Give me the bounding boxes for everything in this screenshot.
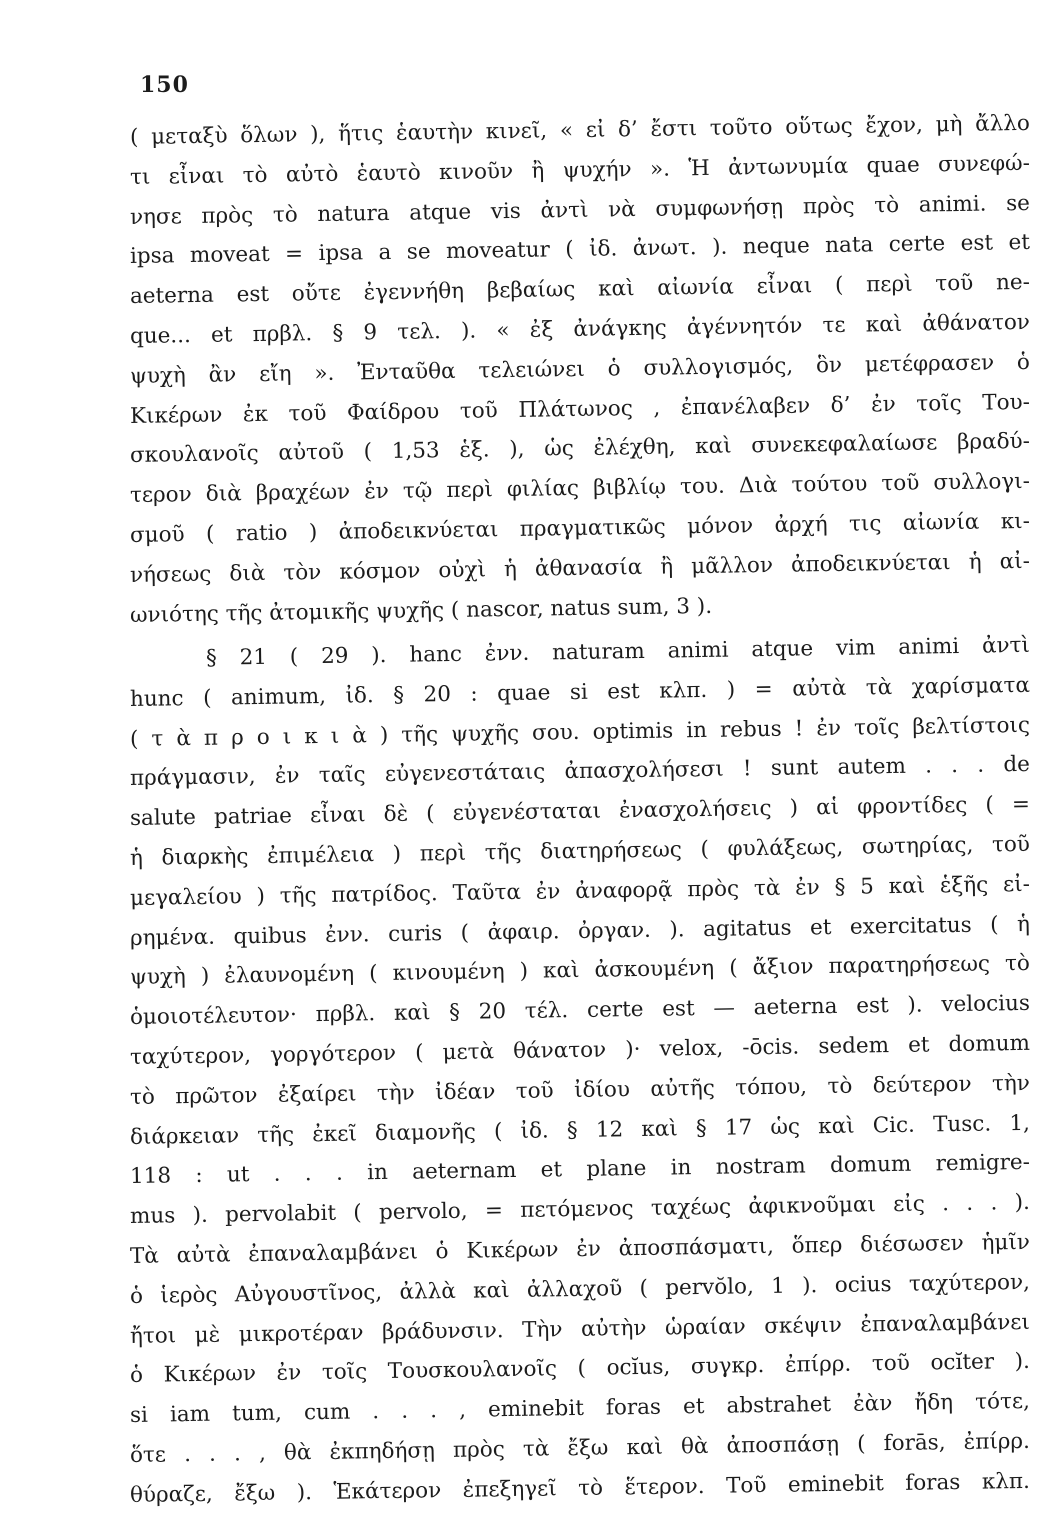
text-line: σκουλανοῖς αὐτοῦ ( 1,53 ἑξ. ), ὡς ἐλέχθη, καὶ συνεκεφαλαίωσε βραδύ- <box>129 429 1031 469</box>
text-line: νήσεως διὰ τὸν κόσμον οὐχὶ ἡ ἀθανασία ἢ μᾶλλον ἀποδεικνύεται ἡ αἰ- <box>129 548 1031 588</box>
text-line: ὅτε . . . , θὰ ἐκπηδήσῃ πρὸς τὰ ἔξω καὶ θὰ ἀποσπάσῃ ( forās, ἐπίρρ. <box>129 1428 1031 1468</box>
text-line: 118 : ut . . . in aeternam et plane in nostram domum remigre- <box>129 1150 1031 1190</box>
text-line: Τὰ αὐτὰ ἐπαναλαμβάνει ὁ Κικέρων ἐν ἀποσπάσματι, ὅπερ διέσωσεν ἡμῖν <box>129 1229 1031 1269</box>
page-number: 150 <box>140 72 189 98</box>
text-line: hunc ( animum, ἰδ. § 20 : quae si est κλπ. ) = αὐτὰ τὰ χαρίσματα <box>129 672 1031 712</box>
text-line: νησε πρὸς τὸ natura atque vis ἀντὶ νὰ συμφωνήσῃ πρὸς τὸ animi. se <box>129 190 1031 230</box>
paragraph-commentary-20 <box>129 110 1031 635</box>
text-line: μεγαλείου ) τῆς πατρίδος. Ταῦτα ἐν ἀναφορᾷ πρὸς τὰ ἐν § 5 καὶ ἑξῆς εἰ- <box>129 871 1031 911</box>
text-line: Κικέρων ἐκ τοῦ Φαίδρου τοῦ Πλάτωνος , ἐπανέλαβεν δ’ ἐν τοῖς Του- <box>129 389 1031 429</box>
text-line: ὁ ἱερὸς Αὐγουστῖνος, ἀλλὰ καὶ ἀλλαχοῦ ( pervŏlo, 1 ). ocius ταχύτερον, <box>129 1269 1031 1309</box>
text-line: τι εἶναι τὸ αὐτὸ ἑαυτὸ κινοῦν ἢ ψυχήν ». Ἡ ἀντωνυμία quae συνεφώ- <box>129 150 1031 190</box>
text-line: θύραζε, ἔξω ). Ἑκάτερον ἐπεξηγεῖ τὸ ἕτερον. Τοῦ eminebit foras κλπ. <box>129 1468 1031 1508</box>
text-line: ρημένα. quibus ἐνν. curis ( ἀφαιρ. ὀργαν. ). agitatus et exercitatus ( ἡ <box>129 911 1031 951</box>
text-line: διάρκειαν τῆς ἐκεῖ διαμονῆς ( ἰδ. § 12 καὶ § 17 ὡς καὶ Cic. Tusc. 1, <box>129 1110 1031 1150</box>
text-line: ( τ ὰ π ρ ο ι κ ι ὰ ) τῆς ψυχῆς σου. optimis in rebus ! ἐν τοῖς βελτίστοις <box>129 712 1031 752</box>
text-line: ὁμοιοτέλευτον· πρβλ. καὶ § 20 τέλ. certe est — aeterna est ). velocius <box>129 991 1031 1031</box>
text-line: aeterna est οὔτε ἐγεννήθη βεβαίως καὶ αἰωνία εἶναι ( περὶ τοῦ ne- <box>129 270 1031 310</box>
text-line: ψυχὴ ) ἐλαυνομένη ( κινουμένη ) καὶ ἀσκουμένη ( ἄξιον παρατηρήσεως τὸ <box>129 951 1031 991</box>
text-line: si iam tum, cum . . . , eminebit foras et abstrahet ἐὰν ἤδη τότε, <box>129 1389 1031 1429</box>
section-heading-line: § 21 ( 29 ). hanc ἐνν. naturam animi atque vim animi ἀντὶ <box>205 632 1031 671</box>
text-line: mus ). pervolabit ( pervolo, = πετόμενος ταχέως ἀφικνοῦμαι εἰς . . . ). <box>129 1190 1031 1230</box>
text-line: σμοῦ ( ratio ) ἀποδεικνύεται πραγματικῶς μόνον ἀρχή τις αἰωνία κι- <box>129 508 1031 548</box>
text-line: ἤτοι μὲ μικροτέραν βράδυνσιν. Τὴν αὐτὴν ὡραίαν σκέψιν ἐπαναλαμβάνει <box>129 1309 1031 1349</box>
text-line: ωνιότης τῆς ἀτομικῆς ψυχῆς ( nascor, natus sum, 3 ). <box>129 593 713 628</box>
text-line: τὸ πρῶτον ἐξαίρει τὴν ἰδέαν τοῦ ἰδίου αὐτῆς τόπου, τὸ δεύτερον τὴν <box>129 1070 1031 1110</box>
text-line: ( μεταξὺ ὅλων ), ἥτις ἑαυτὴν κινεῖ, « εἰ δ’ ἔστι τοῦτο οὕτως ἔχον, μὴ ἄλλο <box>129 110 1031 150</box>
text-line: τερον διὰ βραχέων ἐν τῷ περὶ φιλίας βιβλίῳ του. Διὰ τούτου τοῦ συλλογι- <box>129 469 1031 509</box>
text-line: ταχύτερον, γοργότερον ( μετὰ θάνατον )· velox, -ōcis. sedem et domum <box>129 1030 1031 1070</box>
text-line: ipsa moveat = ipsa a se moveatur ( ἰδ. ἀνωτ. ). neque nata certe est et <box>129 230 1031 270</box>
paragraph-commentary-21 <box>129 632 1031 1516</box>
text-line: ὁ Κικέρων ἐν τοῖς Τουσκουλανοῖς ( ocĭus, συγκρ. ἐπίρρ. τοῦ ocĭter ). <box>129 1349 1031 1389</box>
text-line: salute patriae εἶναι δὲ ( εὐγενέσταται ἐνασχολήσεις ) αἱ φροντίδες ( = <box>129 792 1031 832</box>
text-line: πράγμασιν, ἐν ταῖς εὐγενεστάταις ἀπασχολήσεσι ! sunt autem . . . de <box>129 752 1031 792</box>
text-line: que... et πρβλ. § 9 τελ. ). « ἐξ ἀνάγκης ἀγέννητόν τε καὶ ἀθάνατον <box>129 309 1031 349</box>
text-line: ψυχὴ ἂν εἴη ». Ἐνταῦθα τελειώνει ὁ συλλογισμός, ὃν μετέφρασεν ὁ <box>129 349 1031 389</box>
text-line: ἡ διαρκὴς ἐπιμέλεια ) περὶ τῆς διατηρήσεως ( φυλάξεως, σωτηρίας, τοῦ <box>129 831 1031 871</box>
